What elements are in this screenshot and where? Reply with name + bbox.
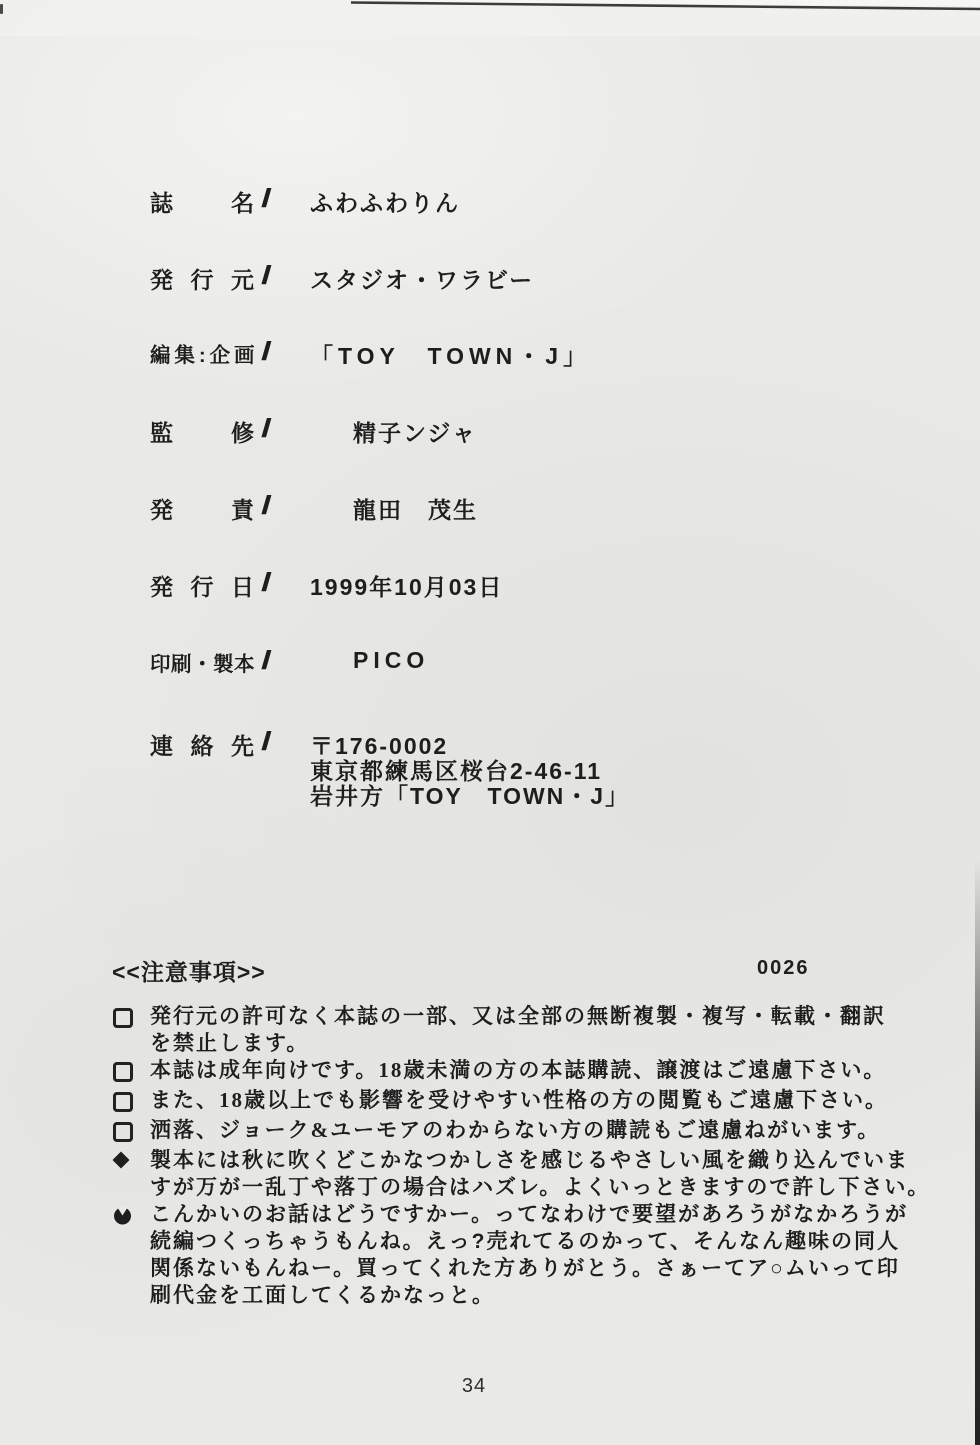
notice-item (113, 1057, 913, 1087)
colophon-label: 編集:企画 (150, 344, 254, 367)
page-number: 34 (461, 1375, 487, 1397)
square-icon (113, 1087, 150, 1117)
colophon-row-printing (0, 647, 980, 733)
notice-line: また、18歳以上でも影響を受けやすい性格の方の閲覧もご遠慮下さい。 (150, 1088, 888, 1112)
notice-heading: <<注意事項>> (112, 959, 266, 985)
notice-line: 本誌は成年向けです。18歳未満の方の本誌購読、譲渡はご遠慮下さい。 (150, 1058, 887, 1082)
separator-slash: / (261, 726, 272, 756)
colophon-row-supervisor (0, 415, 980, 501)
notice-line: 製本には秋に吹くどこかなつかしさを感じるやさしい風を織り込んでいま (150, 1149, 909, 1172)
scan-artifact-top-edge (0, 0, 980, 16)
colophon-value: 「TOY TOWN・J」 (310, 343, 592, 369)
contact-postal-code: 〒176-0002 (310, 733, 449, 759)
separator-slash: / (261, 567, 272, 597)
colophon-label: 印刷・製本 (150, 653, 254, 676)
notice-item (113, 1087, 913, 1117)
colophon-value: 精子ンジャ (353, 420, 477, 446)
colophon-value: 1999年10月03日 (310, 574, 504, 600)
colophon-label: 連絡先 (150, 733, 254, 759)
colophon-label: 誌名 (150, 190, 254, 216)
contact-address: 東京都練馬区桜台2-46-11 (310, 758, 603, 784)
colophon-row-contact (0, 728, 980, 838)
notice-line: を禁止します。 (150, 1031, 310, 1055)
colophon-row-responsible (0, 492, 980, 578)
colophon-row-publisher (0, 262, 980, 348)
separator-slash: / (261, 413, 272, 443)
notice-line: こんかいのお話はどうですかー。ってなわけで要望があろうがなかろうが (150, 1203, 909, 1226)
notice-line: 刷代金を工面してくるかなっと。 (150, 1284, 495, 1307)
scan-artifact-right-edge (975, 860, 980, 1445)
diamond-icon (113, 1147, 150, 1171)
colophon-label: 発行日 (150, 574, 254, 600)
colophon-label: 発責 (150, 497, 254, 523)
notice-line: 発行元の許可なく本誌の一部、又は全部の無断複製・複写・転載・翻訳 (150, 1004, 886, 1028)
notice-item (113, 1147, 931, 1201)
separator-slash: / (261, 490, 272, 520)
colophon-label: 発行元 (150, 267, 254, 293)
separator-slash: / (261, 183, 272, 213)
separator-slash: / (261, 645, 272, 675)
colophon-value: ふわふわりん (310, 190, 460, 216)
square-icon (113, 1057, 150, 1087)
colophon-row-title (0, 185, 980, 271)
square-icon (113, 1117, 150, 1147)
notice-line: 続編つくっちゃうもんね。えっ?売れてるのかって、そんなん趣味の同人 (150, 1230, 900, 1253)
ball-icon (113, 1201, 150, 1230)
notice-line: 関係ないもんねー。買ってくれた方ありがとう。さぁーてア○ムいって印 (150, 1257, 900, 1280)
separator-slash: / (261, 260, 272, 290)
notice-code: 0026 (757, 957, 810, 979)
colophon-value: PICO (353, 647, 430, 673)
colophon-row-date (0, 569, 980, 655)
colophon-label: 監修 (150, 420, 254, 446)
square-icon (113, 1003, 150, 1033)
notice-item (113, 1003, 913, 1057)
notice-item (113, 1201, 913, 1309)
notice-item (113, 1117, 913, 1147)
notice-line: すが万が一乱丁や落丁の場合はハズレ。よくいっときますので許し下さい。 (150, 1176, 931, 1199)
colophon-value: 龍田 茂生 (353, 497, 478, 523)
scan-artifact-left-mark (0, 4, 3, 14)
contact-name: 岩井方「TOY TOWN・J」 (310, 783, 631, 809)
colophon-row-editing (0, 338, 980, 424)
separator-slash: / (261, 336, 272, 366)
notice-list (113, 1003, 931, 1309)
colophon-value: スタジオ・ワラビー (310, 267, 535, 293)
notice-line: 洒落、ジョーク&ユーモアのわからない方の購読もご遠慮ねがいます。 (150, 1118, 881, 1142)
